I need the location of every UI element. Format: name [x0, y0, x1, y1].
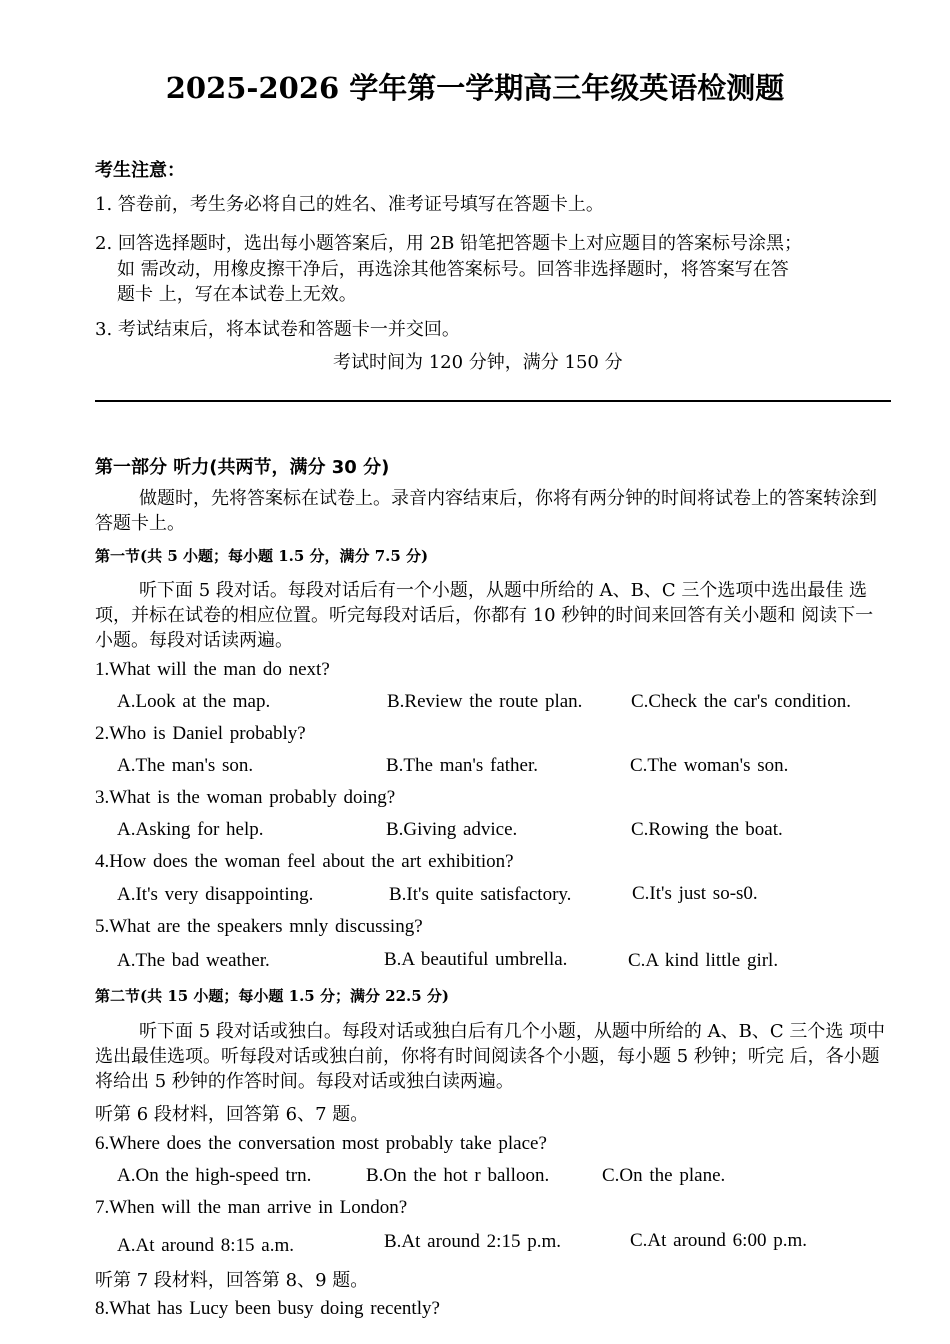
question-5: 5.What are the speakers mnly discussing? — [95, 916, 423, 937]
q1-option-b: B.Review the route plan. — [387, 691, 583, 712]
page-title: 2025-2026 学年第一学期高三年级英语检测题 — [165, 71, 785, 105]
q2-option-a: A.The man's son. — [117, 755, 254, 776]
q2-option-c: C.The woman's son. — [630, 755, 789, 776]
question-3: 3.What is the woman probably doing? — [95, 787, 396, 808]
q6-option-a: A.On the high-speed trn. — [117, 1165, 312, 1186]
material-7-note: 听第 7 段材料，回答第 8、9 题。 — [95, 1270, 369, 1291]
question-2: 2.Who is Daniel probably? — [95, 723, 306, 744]
q5-option-a: A.The bad weather. — [117, 950, 270, 971]
section1-intro: 听下面 5 段对话。每段对话后有一个小题，从题中所给的 A、B、C 三个选项中选出最佳 选项，并标在试卷的相应位置。听完每段对话后，你都有 10 秒钟的时间来回答有关小题和 阅读下一小题。每段对话读两遍。 — [95, 580, 874, 651]
question-6: 6.Where does the conversation most probably take place? — [95, 1133, 547, 1154]
notice-item-1: 1. 答卷前，考生务必将自己的姓名、准考证号填写在答题卡上。 — [95, 194, 604, 215]
notice-item-3: 3. 考试结束后，将本试卷和答题卡一并交回。 — [95, 319, 460, 340]
material-6-note: 听第 6 段材料，回答第 6、7 题。 — [95, 1104, 369, 1125]
q1-option-c: C.Check the car's condition. — [631, 691, 851, 712]
divider — [95, 400, 891, 402]
q3-option-c: C.Rowing the boat. — [631, 819, 783, 840]
q4-option-c: C.It's just so-s0. — [632, 883, 758, 904]
notice-item-2-cont2: 题卡 上，写在本试卷上无效。 — [117, 284, 357, 305]
notice-heading: 考生注意： — [95, 160, 185, 181]
part1-intro: 做题时，先将答案标在试卷上。录音内容结束后，你将有两分钟的时间将试卷上的答案转涂到答题卡上。 — [95, 488, 877, 534]
q7-option-a: A.At around 8:15 a.m. — [117, 1235, 294, 1256]
q3-option-a: A.Asking for help. — [117, 819, 264, 840]
q3-option-b: B.Giving advice. — [386, 819, 518, 840]
q7-option-b: B.At around 2:15 p.m. — [384, 1231, 561, 1252]
q6-option-c: C.On the plane. — [602, 1165, 726, 1186]
notice-item-2-cont: 如 需改动，用橡皮擦干净后，再选涂其他答案标号。回答非选择题时，将答案写在答 — [117, 259, 789, 280]
q4-option-a: A.It's very disappointing. — [117, 884, 314, 905]
q6-option-b: B.On the hot r balloon. — [366, 1165, 550, 1186]
question-8: 8.What has Lucy been busy doing recently? — [95, 1298, 440, 1319]
q5-option-b: B.A beautiful umbrella. — [384, 949, 568, 970]
question-1: 1.What will the man do next? — [95, 659, 330, 680]
section2-intro: 听下面 5 段对话或独白。每段对话或独白后有几个小题，从题中所给的 A、B、C 三个选 项中选出最佳选项。听每段对话或独白前，你将有时间阅读各个小题，每小题 5 秒钟；听完 后，各小题将给出 5 秒钟的作答时间。每段对话或独白读两遍。 — [95, 1021, 886, 1092]
q7-option-c: C.At around 6:00 p.m. — [630, 1230, 807, 1251]
q4-option-b: B.It's quite satisfactory. — [389, 884, 572, 905]
part1-heading: 第一部分 听力(共两节，满分 30 分) — [95, 457, 390, 478]
notice-item-2: 2. 回答选择题时，选出每小题答案后，用 2B 铅笔把答题卡上对应题目的答案标号涂黑； — [95, 233, 803, 254]
q1-option-a: A.Look at the map. — [117, 691, 271, 712]
q5-option-c: C.A kind little girl. — [628, 950, 779, 971]
exam-time: 考试时间为 120 分钟，满分 150 分 — [333, 352, 623, 373]
q2-option-b: B.The man's father. — [386, 755, 538, 776]
question-7: 7.When will the man arrive in London? — [95, 1197, 408, 1218]
question-4: 4.How does the woman feel about the art exhibition? — [95, 851, 514, 872]
section1-heading: 第一节(共 5 小题；每小题 1.5 分，满分 7.5 分) — [95, 547, 429, 565]
section2-heading: 第二节(共 15 小题；每小题 1.5 分；满分 22.5 分) — [95, 987, 450, 1005]
